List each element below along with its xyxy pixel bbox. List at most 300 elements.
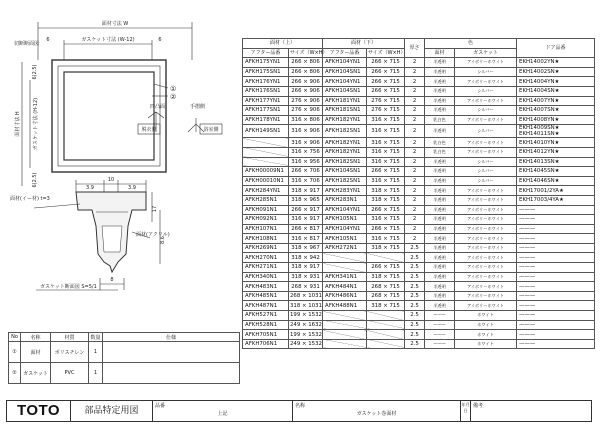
spec-row <box>243 253 595 263</box>
spec-size-lower: 316 × 715 <box>367 147 405 157</box>
spec-size-upper: 266 × 806 <box>289 58 323 68</box>
spec-row <box>243 291 595 301</box>
profile-left-note: 面材(イー材) t=3 <box>10 196 50 202</box>
spec-thickness: 2.5 <box>405 311 425 321</box>
spec-part-no-upper: AFKH00010N1 <box>243 176 289 186</box>
spec-gasket-color: アイボリーホワイト <box>455 147 517 157</box>
callout-2: ② <box>170 93 177 101</box>
spec-part-no-lower: AFKH104SN1 <box>323 86 367 96</box>
materials-header-material: 材質 <box>51 333 89 342</box>
spec-thickness: 2 <box>405 186 425 196</box>
spec-face-color: 半透明 <box>425 224 455 234</box>
spec-gasket-color: シルバー <box>455 86 517 96</box>
spec-size-lower: 266 × 715 <box>367 77 405 87</box>
spec-face-color: 半透明 <box>425 272 455 282</box>
spec-part-no-upper: AFKH487N1 <box>243 301 289 311</box>
spec-table <box>242 38 595 349</box>
spec-header-face: 面材 <box>425 48 455 58</box>
spec-face-color: ——— <box>425 330 455 340</box>
profile-right-height: 17 <box>152 205 158 213</box>
spec-header-face-upper: 面材（上） <box>243 39 323 49</box>
spec-size-upper: 199 × 1532 <box>290 312 322 319</box>
spec-header-part-no-1: アフター品番 <box>243 48 289 58</box>
spec-thickness: 2.5 <box>405 253 425 263</box>
spec-part-no-upper: AFKH107N1 <box>243 224 289 234</box>
spec-part-no-upper: AFKH271N1 <box>243 263 289 273</box>
spec-row <box>243 77 595 87</box>
materials-header-spec: 仕様 <box>103 333 240 342</box>
spec-gasket-color: シルバー <box>455 106 517 116</box>
spec-part-no-upper: AFKH175YN1 <box>243 58 289 68</box>
spec-thickness: 2 <box>405 176 425 186</box>
spec-face-color: 半透明 <box>425 215 455 225</box>
spec-row <box>243 186 595 196</box>
spec-door-part: ——— <box>517 330 595 340</box>
spec-size-lower: 266 × 715 <box>367 86 405 96</box>
title-remarks-cell <box>471 401 591 421</box>
spec-thickness: 2 <box>405 96 425 106</box>
spec-thickness: 2.5 <box>405 263 425 273</box>
spec-part-no-upper <box>243 157 289 167</box>
spec-size-lower: 318 × 715 <box>367 243 405 253</box>
spec-size-upper: 199 × 1532 <box>290 331 322 338</box>
spec-header-row-top <box>243 39 595 49</box>
spec-row <box>243 339 595 349</box>
door-frame <box>52 60 166 172</box>
spec-size-upper: 318 × 931 <box>289 272 323 282</box>
spec-row <box>243 330 595 340</box>
profile-right-note: 面材(アクリル) <box>136 232 170 238</box>
spec-size-upper: 316 × 817 <box>289 234 323 244</box>
spec-size-lower: 318 × 715 <box>367 186 405 196</box>
spec-part-no-upper: AFKH340N1 <box>243 272 289 282</box>
spec-part-no-lower: AFKH182YN1 <box>323 147 367 157</box>
dim-inner-w-label: ガスケット寸法 (W-12) <box>81 37 135 43</box>
spec-part-no-lower: AFKH104SN1 <box>323 67 367 77</box>
spec-gasket-color: アイボリーホワイト <box>455 215 517 225</box>
spec-thickness: 2 <box>405 58 425 68</box>
spec-thickness: 2 <box>405 157 425 167</box>
spec-thickness: 2.5 <box>405 330 425 340</box>
title-part-no-cell <box>153 401 293 421</box>
spec-part-no-upper: AFKH284YN1 <box>243 186 289 196</box>
spec-size-lower: 266 × 715 <box>367 205 405 215</box>
spec-door-part: ——— <box>517 291 595 301</box>
spec-size-lower: 316 × 715 <box>367 234 405 244</box>
legend-right-label: 手摺側 <box>190 104 206 110</box>
spec-door-part: ——— <box>517 215 595 225</box>
spec-size-upper: 316 × 917 <box>289 215 323 225</box>
spec-part-no-upper: AFKH091N1 <box>243 205 289 215</box>
spec-gasket-color: アイボリーホワイト <box>455 186 517 196</box>
spec-part-no-lower: AFKH181SN1 <box>323 106 367 116</box>
spec-gasket-color: アイボリーホワイト <box>455 138 517 148</box>
materials-qty: 1 <box>89 363 103 384</box>
spec-door-part: ——— <box>517 282 595 292</box>
legend-left-box-label: 脱衣側 <box>141 127 157 133</box>
spec-face-color: 半透明 <box>425 96 455 106</box>
spec-part-no-upper: AFKH270N1 <box>243 253 289 263</box>
spec-part-no-lower <box>323 311 367 321</box>
legend-right-box-label: 浴室側 <box>203 127 219 133</box>
spec-part-no-lower: AFKH104YN1 <box>323 205 367 215</box>
spec-row <box>243 86 595 96</box>
spec-table-body <box>243 58 595 349</box>
toto-logo: TOTO <box>7 401 71 421</box>
spec-gasket-color: アイボリーホワイト <box>455 263 517 273</box>
spec-row <box>243 115 595 125</box>
spec-thickness: 2.5 <box>405 243 425 253</box>
spec-row <box>243 195 595 205</box>
spec-header-gasket: ガスケット <box>455 48 517 58</box>
materials-header-row <box>9 333 240 342</box>
spec-size-lower <box>367 253 405 263</box>
spec-row <box>243 272 595 282</box>
materials-header-qty: 数量 <box>90 334 101 341</box>
title-name-value: ガスケット巻面材 <box>356 411 397 417</box>
spec-part-no-lower: AFKH182SN1 <box>323 125 367 138</box>
spec-part-no-lower: AFKH182SN1 <box>323 176 367 186</box>
spec-face-color: 半透明 <box>425 176 455 186</box>
spec-row <box>243 138 595 148</box>
dim-inner-h-label: ガスケット寸法 (H-12) <box>33 97 39 151</box>
spec-size-lower: 318 × 715 <box>367 272 405 282</box>
spec-gasket-color: ホワイト <box>455 339 517 349</box>
profile-base-width: 8 <box>110 277 114 283</box>
spec-row <box>243 157 595 167</box>
legend-title: 四凸面 <box>150 104 166 110</box>
spec-gasket-color: ホワイト <box>455 320 517 330</box>
spec-size-upper: 318 × 967 <box>289 243 323 253</box>
spec-face-color: 半透明 <box>425 157 455 167</box>
spec-row <box>243 176 595 186</box>
spec-size-upper: 266 × 917 <box>289 205 323 215</box>
materials-material: PVC <box>51 363 89 384</box>
spec-size-upper: 266 × 906 <box>289 77 323 87</box>
spec-thickness: 2 <box>405 125 425 138</box>
spec-face-color: ——— <box>425 320 455 330</box>
spec-gasket-color: シルバー <box>455 167 517 177</box>
spec-door-part: ——— <box>517 311 595 321</box>
spec-part-no-lower <box>323 320 367 330</box>
spec-door-part: ——— <box>517 320 595 330</box>
spec-row <box>243 243 595 253</box>
spec-part-no-lower: AFKH283YN1 <box>323 186 367 196</box>
spec-size-lower: 266 × 715 <box>367 263 405 273</box>
spec-size-lower: 268 × 715 <box>367 282 405 292</box>
materials-no: ② <box>9 363 21 384</box>
spec-size-lower: 266 × 715 <box>367 58 405 68</box>
materials-header-no: No <box>9 333 21 342</box>
spec-gasket-color: アイボリーホワイト <box>455 224 517 234</box>
spec-header-color: 色 <box>425 39 517 49</box>
spec-size-upper: 268 × 1031 <box>290 293 322 300</box>
spec-door-part: EKH14008YN★ <box>517 115 595 125</box>
spec-part-no-lower: AFKH105N1 <box>323 215 367 225</box>
spec-gasket-color: アイボリーホワイト <box>455 291 517 301</box>
spec-header-thickness: 厚さ <box>405 39 425 58</box>
spec-thickness: 2 <box>405 147 425 157</box>
spec-door-part: ——— <box>517 224 595 234</box>
spec-part-no-upper: AFKH108N1 <box>243 234 289 244</box>
profile-section-note: ガスケット断面図 S=5/1 <box>40 284 97 290</box>
spec-part-no-lower: AFKH341N1 <box>323 272 367 282</box>
spec-door-part: EKH14007SN★ <box>517 106 595 116</box>
spec-part-no-lower: AFKH182YN1 <box>323 115 367 125</box>
spec-thickness: 2 <box>405 215 425 225</box>
spec-gasket-color: アイボリーホワイト <box>455 77 517 87</box>
profile-mid-height: 8.6 <box>160 236 166 244</box>
spec-size-lower <box>367 320 405 330</box>
spec-door-part: ——— <box>517 339 595 349</box>
spec-thickness: 2 <box>405 106 425 116</box>
spec-gasket-color: アイボリーホワイト <box>455 253 517 263</box>
materials-row <box>9 363 240 384</box>
spec-gasket-color: アイボリーホワイト <box>455 115 517 125</box>
spec-row <box>243 320 595 330</box>
spec-part-no-upper: AFKH178YN1 <box>243 115 289 125</box>
title-block <box>6 400 592 422</box>
spec-part-no-upper <box>243 138 289 148</box>
spec-part-no-lower: AFKH104YN1 <box>323 77 367 87</box>
spec-part-no-upper: AFKH527N1 <box>243 311 289 321</box>
spec-thickness: 2 <box>405 205 425 215</box>
spec-part-no-lower: AFKH272N1 <box>323 243 367 253</box>
spec-face-color: 半透明 <box>425 186 455 196</box>
spec-size-upper: 276 × 906 <box>289 106 323 116</box>
spec-part-no-upper: AFKH706N1 <box>243 339 289 349</box>
spec-face-color: 半透明 <box>425 106 455 116</box>
spec-size-lower <box>367 330 405 340</box>
spec-thickness: 2 <box>405 115 425 125</box>
spec-door-part: ——— <box>517 234 595 244</box>
spec-gasket-color: アイボリーホワイト <box>455 301 517 311</box>
spec-gasket-color: アイボリーホワイト <box>455 205 517 215</box>
spec-size-upper: 266 × 906 <box>289 86 323 96</box>
spec-thickness: 2 <box>405 224 425 234</box>
spec-size-upper: 249 × 1632 <box>290 321 322 328</box>
spec-part-no-upper: AFKH175SN1 <box>243 67 289 77</box>
face-panel <box>64 72 157 160</box>
spec-part-no-lower: AFKH104YN1 <box>323 58 367 68</box>
spec-door-part: ——— <box>517 205 595 215</box>
spec-row <box>243 234 595 244</box>
spec-door-part: ——— <box>517 263 595 273</box>
spec-header-face-lower: 面材（下） <box>323 39 405 49</box>
spec-part-no-lower: AFKH104SN1 <box>323 167 367 177</box>
spec-gasket-color: アイボリーホワイト <box>455 272 517 282</box>
spec-door-part: EKH14045SN★ <box>517 167 595 177</box>
spec-part-no-lower: AFKH181YN1 <box>323 96 367 106</box>
spec-size-lower: 276 × 715 <box>367 96 405 106</box>
spec-part-no-lower: AFKH486N1 <box>323 291 367 301</box>
spec-row <box>243 224 595 234</box>
spec-part-no-upper: AFKH528N1 <box>243 320 289 330</box>
spec-gasket-color: シルバー <box>455 125 517 138</box>
spec-thickness: 2 <box>405 67 425 77</box>
spec-door-part: ——— <box>517 253 595 263</box>
spec-gasket-color: シルバー <box>455 157 517 167</box>
spec-face-color: 半透明 <box>425 67 455 77</box>
spec-header-size-2: サイズ（W×H） <box>368 49 406 56</box>
spec-size-upper: 316 × 706 <box>289 176 323 186</box>
spec-row <box>243 67 595 77</box>
spec-size-upper: 266 × 806 <box>289 67 323 77</box>
spec-thickness: 2.5 <box>405 320 425 330</box>
spec-size-lower: 266 × 715 <box>367 167 405 177</box>
spec-size-lower: 316 × 715 <box>367 125 405 138</box>
spec-size-upper: 318 × 917 <box>289 263 323 273</box>
profile-left-offset: 3.9 <box>86 185 94 191</box>
spec-face-color: 半透明 <box>425 77 455 87</box>
spec-size-lower: 316 × 715 <box>367 215 405 225</box>
spec-size-lower: 268 × 715 <box>367 291 405 301</box>
spec-size-upper: 268 × 931 <box>289 282 323 292</box>
spec-row <box>243 263 595 273</box>
materials-no: ① <box>9 342 21 363</box>
drawing-kind: 部品特定用図 <box>71 401 153 421</box>
spec-door-part-line: EKH14011SN★ <box>519 131 560 138</box>
spec-part-no-upper: AFKH177SN1 <box>243 106 289 116</box>
spec-size-upper: 249 × 1532 <box>290 341 322 348</box>
spec-size-lower: 266 × 715 <box>367 224 405 234</box>
spec-part-no-lower: AFKH104YN1 <box>323 224 367 234</box>
spec-face-color: 半透明 <box>425 291 455 301</box>
spec-thickness: 2 <box>405 195 425 205</box>
spec-part-no-upper: AFKH483N1 <box>243 282 289 292</box>
spec-size-lower: 316 × 715 <box>367 138 405 148</box>
spec-size-lower: 316 × 715 <box>367 157 405 167</box>
title-remarks-caption: 備考 <box>473 403 484 409</box>
spec-door-part: EKH14046SN★ <box>517 176 595 186</box>
spec-size-upper: 316 × 956 <box>289 157 323 167</box>
spec-face-color: 半透明 <box>425 58 455 68</box>
spec-size-upper: 318 × 917 <box>289 186 323 196</box>
spec-face-color: 半透明 <box>425 205 455 215</box>
spec-row <box>243 106 595 116</box>
dim-top-small: 6(2.5) <box>32 64 38 80</box>
spec-part-no-lower <box>323 330 367 340</box>
spec-part-no-lower <box>323 263 367 273</box>
spec-thickness: 2.5 <box>405 339 425 349</box>
spec-gasket-color: アイボリーホワイト <box>455 243 517 253</box>
spec-part-no-upper: AFKH176YN1 <box>243 77 289 87</box>
spec-size-lower: 266 × 715 <box>367 67 405 77</box>
spec-part-no-upper <box>243 147 289 157</box>
spec-part-no-lower <box>323 339 367 349</box>
spec-part-no-upper: AFKH176SN1 <box>243 86 289 96</box>
spec-size-upper: 318 × 942 <box>289 253 323 263</box>
spec-part-no-upper: AFKH285N1 <box>243 195 289 205</box>
spec-face-color: 半透明 <box>425 167 455 177</box>
spec-gasket-color: アイボリーホワイト <box>455 282 517 292</box>
spec-door-part: EKH14004YN★ <box>517 77 595 87</box>
spec-thickness: 2 <box>405 167 425 177</box>
spec-row <box>243 96 595 106</box>
spec-door-part: EKH17003/4YA★ <box>517 195 595 205</box>
spec-part-no-lower: AFKH182YN1 <box>323 138 367 148</box>
spec-part-no-upper: AFKH269N1 <box>243 243 289 253</box>
materials-qty: 1 <box>89 342 103 363</box>
spec-face-color: 乳白色 <box>425 115 455 125</box>
spec-part-no-upper: AFKH177YN1 <box>243 96 289 106</box>
spec-thickness: 2.5 <box>405 282 425 292</box>
spec-row <box>243 282 595 292</box>
materials-header-name: 名称 <box>21 333 51 342</box>
spec-face-color: 乳白色 <box>425 147 455 157</box>
spec-thickness: 2 <box>405 234 425 244</box>
spec-face-color: 半透明 <box>425 125 455 138</box>
spec-row <box>243 311 595 321</box>
spec-door-part: EKH14004SN★ <box>517 86 595 96</box>
title-part-no-caption: 品番 <box>155 403 166 409</box>
spec-part-no-upper: AFKH485N1 <box>243 291 289 301</box>
spec-face-color: 半透明 <box>425 243 455 253</box>
spec-thickness: 2 <box>405 86 425 96</box>
materials-table <box>8 332 240 384</box>
spec-thickness: 2.5 <box>405 272 425 282</box>
materials-row <box>9 342 240 363</box>
technical-drawing <box>0 0 240 330</box>
spec-gasket-color: シルバー <box>455 176 517 186</box>
spec-part-no-lower <box>323 253 367 263</box>
spec-face-color: 乳白色 <box>425 138 455 148</box>
spec-size-lower: 316 × 715 <box>367 176 405 186</box>
spec-size-lower: 316 × 715 <box>367 115 405 125</box>
spec-gasket-color: シルバー <box>455 67 517 77</box>
spec-face-color: 半透明 <box>425 234 455 244</box>
spec-row <box>243 125 595 138</box>
callout-1: ① <box>170 85 177 93</box>
spec-size-upper: 316 × 906 <box>289 138 323 148</box>
spec-part-no-lower: AFKH488N1 <box>323 301 367 311</box>
spec-face-color: 半透明 <box>425 282 455 292</box>
dim-overall-h-label: 面材寸法 H <box>15 111 21 137</box>
gasket-outline <box>58 66 160 166</box>
spec-header-door-part: ドア品番 <box>517 39 595 58</box>
spec-part-no-lower: AFKH484N1 <box>323 282 367 292</box>
spec-door-part-line: EKH14009SN★ <box>519 125 560 132</box>
spec-part-no-upper: AFKH092N1 <box>243 215 289 225</box>
spec-row <box>243 205 595 215</box>
spec-part-no-upper: AFKH149SN1 <box>243 125 289 138</box>
spec-thickness: 2.5 <box>405 301 425 311</box>
spec-face-color: 半透明 <box>425 301 455 311</box>
profile-top-width: 10 <box>107 177 115 183</box>
spec-door-part: EKH17001/2YA★ <box>517 186 595 196</box>
spec-part-no-upper: AFKH705N1 <box>243 330 289 340</box>
materials-material: ポリスチレン <box>51 342 89 363</box>
spec-row <box>243 215 595 225</box>
spec-thickness: 2 <box>405 77 425 87</box>
profile-right-offset: 3.9 <box>128 185 136 191</box>
materials-name: ガスケット <box>21 363 51 384</box>
spec-face-color: 半透明 <box>425 86 455 96</box>
spec-size-upper: 318 × 965 <box>289 195 323 205</box>
spec-header-part-no-2: アフター品番 <box>323 48 367 58</box>
spec-door-part: EKH14012YN★ <box>517 147 595 157</box>
spec-size-lower: 318 × 715 <box>367 301 405 311</box>
dim-right-small: 6 <box>158 37 162 43</box>
spec-door-part: EKH14002SN★ <box>517 67 595 77</box>
spec-face-color: ——— <box>425 339 455 349</box>
spec-size-upper: 266 × 817 <box>289 224 323 234</box>
spec-door-part: EKH14007YN★ <box>517 96 595 106</box>
spec-door-part: EKH14002YN★ <box>517 58 595 68</box>
spec-gasket-color: ホワイト <box>455 330 517 340</box>
spec-door-part: EKH14010YN★ <box>517 138 595 148</box>
spec-row <box>243 147 595 157</box>
